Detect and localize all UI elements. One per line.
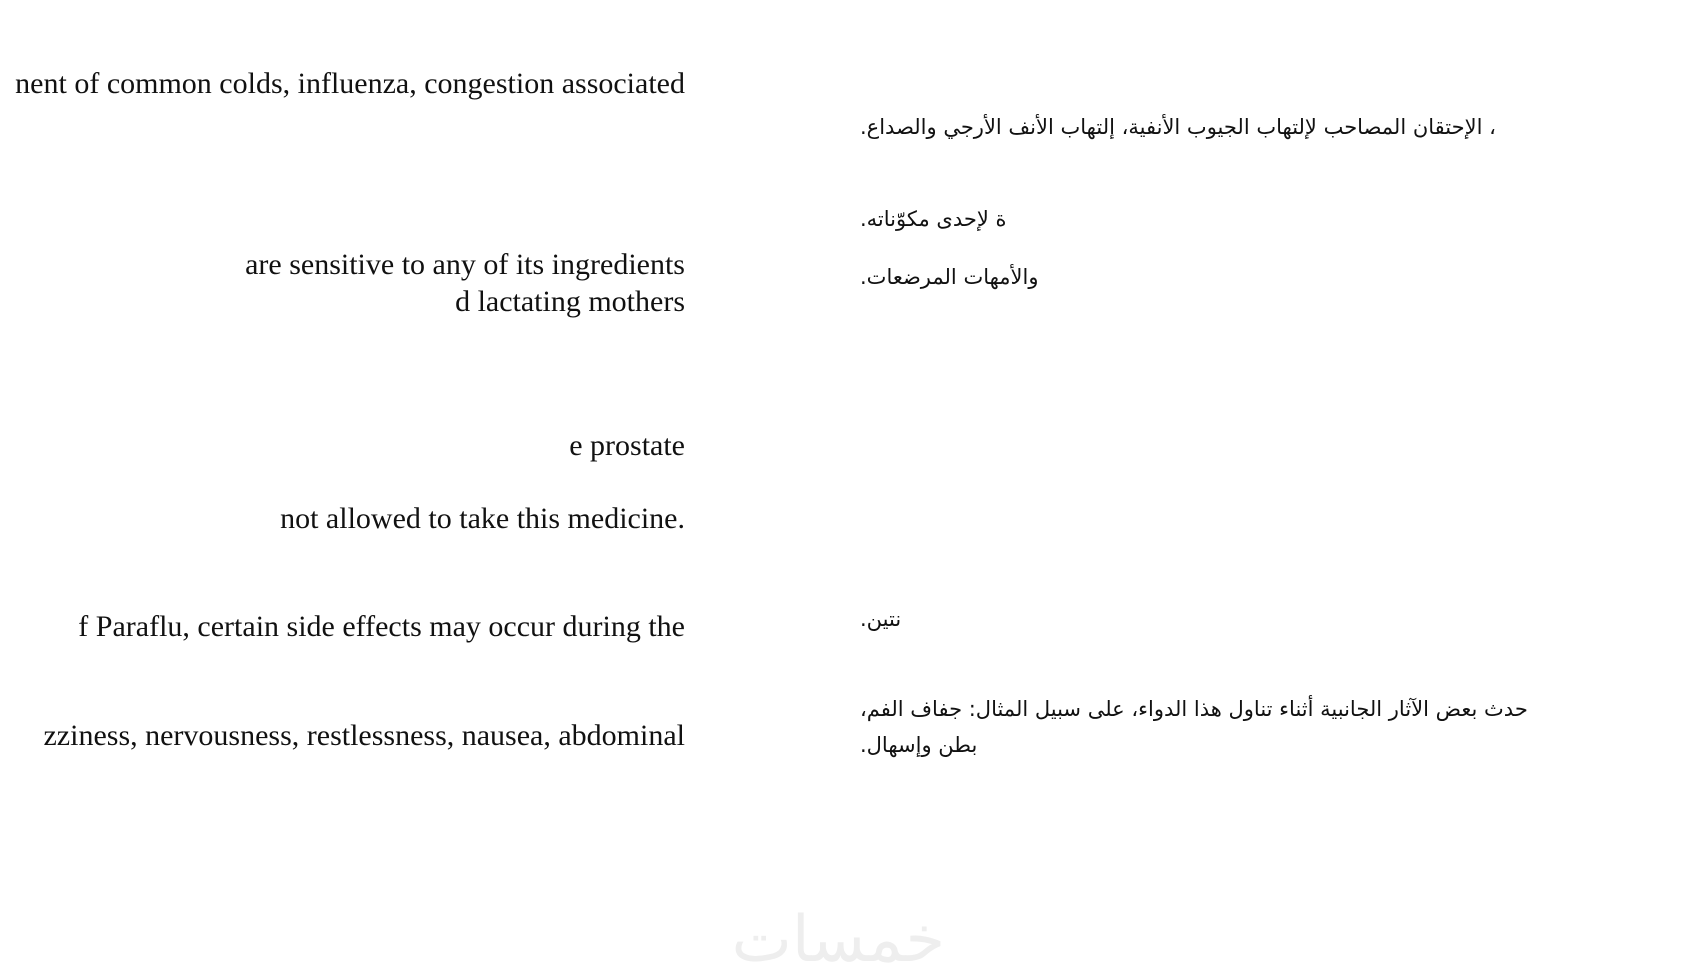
prostate-text-en: e prostate (569, 429, 685, 462)
side-effects-intro-text-en: f Paraflu, certain side effects may occur during the (78, 610, 685, 643)
contraindication-lactating-text-ar: والأمهات المرضعات. (860, 265, 1039, 289)
side-effects-list-text-en: zziness, nervousness, restlessness, nausea, abdominal (43, 719, 685, 752)
indications-text-en: nent of common colds, influenza, congestion associated (15, 67, 685, 100)
khamsat-watermark-logo: خمسات (731, 903, 945, 977)
side-effects-continued-text-ar: بطن وإسهال. (860, 733, 978, 757)
contraindication-sensitivity-text-en: are sensitive to any of its ingredients (245, 248, 685, 281)
contraindication-lactating-text-en: d lactating mothers (455, 285, 685, 318)
children-text-ar: نتين. (860, 607, 902, 631)
indications-text-ar: ، الإحتقان المصاحب لإلتهاب الجيوب الأنفية، إلتهاب الأنف الأرجي والصداع. (860, 115, 1496, 139)
side-effects-text-ar: حدث بعض الآثار الجانبية أثناء تناول هذا الدواء، على سبيل المثال: جفاف الفم، (860, 697, 1528, 721)
not-allowed-text-en: not allowed to take this medicine. (280, 502, 685, 535)
contraindication-sensitivity-text-ar: ة لإحدى مكوّناته. (860, 207, 1007, 231)
